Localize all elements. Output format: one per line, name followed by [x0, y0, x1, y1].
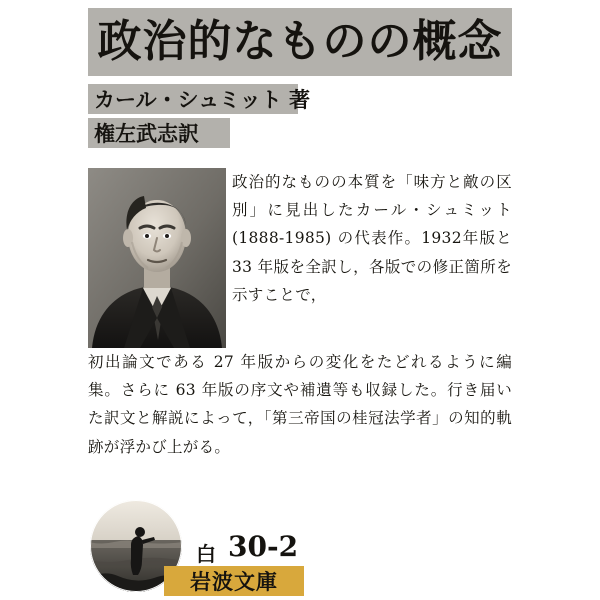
blurb-continued: 初出論文である 27 年版からの変化をたどれるように編集。さらに 63 年版の序文や補遺等も収録した。行き届いた訳文と解説によって，「第三帝国の桂冠法学者」の知的軌跡が浮かび上がる。: [88, 353, 512, 456]
series-number: 30-2: [228, 530, 299, 563]
imprint-label: 岩波文庫: [190, 569, 278, 594]
translator-band: [88, 118, 230, 148]
author-band: [88, 84, 311, 114]
series-color-label: 白: [196, 542, 216, 566]
author-name: カール・シュミット 著: [94, 87, 311, 112]
translator-name: 権左武志訳: [94, 121, 199, 146]
title-band: [88, 8, 512, 76]
page-title: 政治的なものの概念: [97, 16, 503, 67]
blurb-column: 政治的なものの本質を「味方と敵の区別」に見出したカール・シュミット(1888-1985) の代表作。1932年版と 33 年版を全訳し，各版での修正箇所を示すことで，: [232, 173, 512, 304]
portrait-image: [88, 168, 226, 348]
imprint-badge: [164, 566, 304, 596]
portrait-photo: [88, 168, 226, 348]
